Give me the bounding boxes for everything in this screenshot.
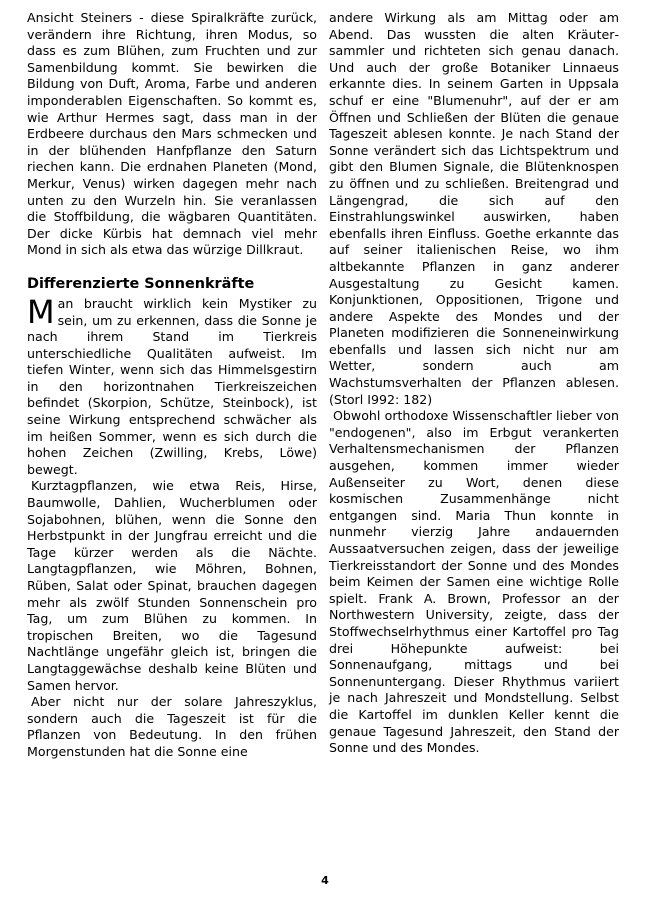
section-gap <box>27 259 317 275</box>
paragraph-intro: Ansicht Steiners - diese Spiralkräfte zurück, verändern ihre Richtung, ihren Modus, so dass es zum Blühen, zum Fruchten und zur Samenbildung kommt. Sie bewirken die Bildung von Duft, Aroma, Farbe und anderen imponderablen Eigenschaften. So kommt es, wie Arthur Hermes sagt, dass man in der Erdbeere durchaus den Mars schmecken und in der blühenden Hanfpflanze den Saturn riechen kann. Die erdnahen Planeten (Mond, Merkur, Venus) wirken dagegen mehr nach unten zu den Wurzeln hin. Sie veranlassen die Stoffbildung, die wägbaren Quantitäten. Der dicke Kürbis hat demnach viel mehr Mond in sich als etwa das würzige Dillkraut. <box>27 10 317 258</box>
left-column <box>27 10 317 761</box>
right-column <box>329 10 619 757</box>
drop-cap: M <box>27 292 55 331</box>
paragraph-orthodox: Obwohl orthodoxe Wissenschaftler lieber von "endogenen", also im Erbgut verankerten Verhaltensmechanismen der Pflanzen ausgehen, kommen immer wieder Außenseiter zu Wort, denen diese kosmischen Zusammenhänge nicht entgangen sind. Maria Thun konnte in nunmehr vierzig Jahre andauernden Aussaatversuchen zeigen, dass der jeweilige Tierkreisstandort der Sonne und des Mondes beim Keimen der Samen eine wichtige Rolle spielt. Frank A. Brown, Professor an der Northwestern University, zeigte, dass der Stoffwechselrhythmus einer Kartoffel pro Tag drei Höhepunkte aufweist: bei Sonnenaufgang, mittags und bei Sonnenuntergang. Dieser Rhythmus variiert je nach Jahreszeit und Mondstellung. Selbst die Kartoffel im dunklen Keller kennt die genaue Tagesund Jahreszeit, den Stand der Sonne und des Mondes. <box>329 408 619 756</box>
section-heading: Differenzierte Sonnenkräfte <box>27 275 255 292</box>
paragraph-continue: andere Wirkung als am Mittag oder am Abend. Das wussten die alten Kräutersammler und richteten sich genau danach. Und auch der große Botaniker Linnaeus erkannte dies. In seinem Garten in Uppsala schuf er eine "Blumenuhr", auf der er am Öffnen und Schließen der Blüten die genaue Tageszeit ablesen konnte. Je nach Stand der Sonne verändert sich das Lichtspektrum und gibt den Blumen Signale, die Blütenknospen zu öffnen und zu schließen. Breitengrad und Längengrad, die sich auf den Einstrahlungswinkel auswirken, haben ebenfalls ihren Einfluss. Goethe erkannte das auf seiner italienischen Reise, wo ihm altbekannte Pflanzen in ganz anderer Ausgestaltung zu Gesicht kamen. Konjunktionen, Oppositionen, Trigone und andere Aspekte des Mondes und der Planeten modifizieren die Sonneneinwirkung ebenfalls und lassen sich nicht nur am Wetter, sondern auch am Wachstumsverhalten der Pflanzen ablesen. (Storl I992: 182) <box>329 10 619 407</box>
paragraph-short-day: Kurztagpflanzen, wie etwa Reis, Hirse, Baumwolle, Dahlien, Wucherblumen oder Sojabohnen, blühen, wenn die Sonne den Herbstpunkt in der Jungfrau erreicht und die Tage kürzer werden als die Nächte. Langtagpflanzen, wie Möhren, Bohnen, Rüben, Salat oder Spinat, brauchen dagegen mehr als zwölf Stunden Sonnenschein pro Tag, um zum Blühen zu kommen. In tropischen Breiten, wo die Tagesund Nachtlänge ungefähr gleich ist, bringen die Langtaggewächse deshalb keine Blüten und Samen hervor. <box>27 478 317 693</box>
paragraph-daytime: Aber nicht nur der solare Jahreszyklus, sondern auch die Tageszeit ist für die Pflanzen von Bedeutung. In den frühen Morgenstunden hat die Sonne eine <box>27 694 317 759</box>
page-number: 4 <box>321 874 329 887</box>
paragraph-sun-text: an braucht wirklich kein Mystiker zu sein, um zu erkennen, dass die Sonne je nach ihrem Stand im Tierkreis unterschiedliche Qualitäten aufweist. Im tiefen Winter, wenn sich das Himmelsgestirn in den horizontnahen Tierkreiszeichen befindet (Skorpion, Schütze, Steinbock), ist seine Wirkung entsprechend schwächer als im heißen Sommer, wenn es sich durch die hohen Zeichen (Zwilling, Krebs, Löwe) bewegt. <box>27 295 317 477</box>
paragraph-sun <box>27 292 317 479</box>
